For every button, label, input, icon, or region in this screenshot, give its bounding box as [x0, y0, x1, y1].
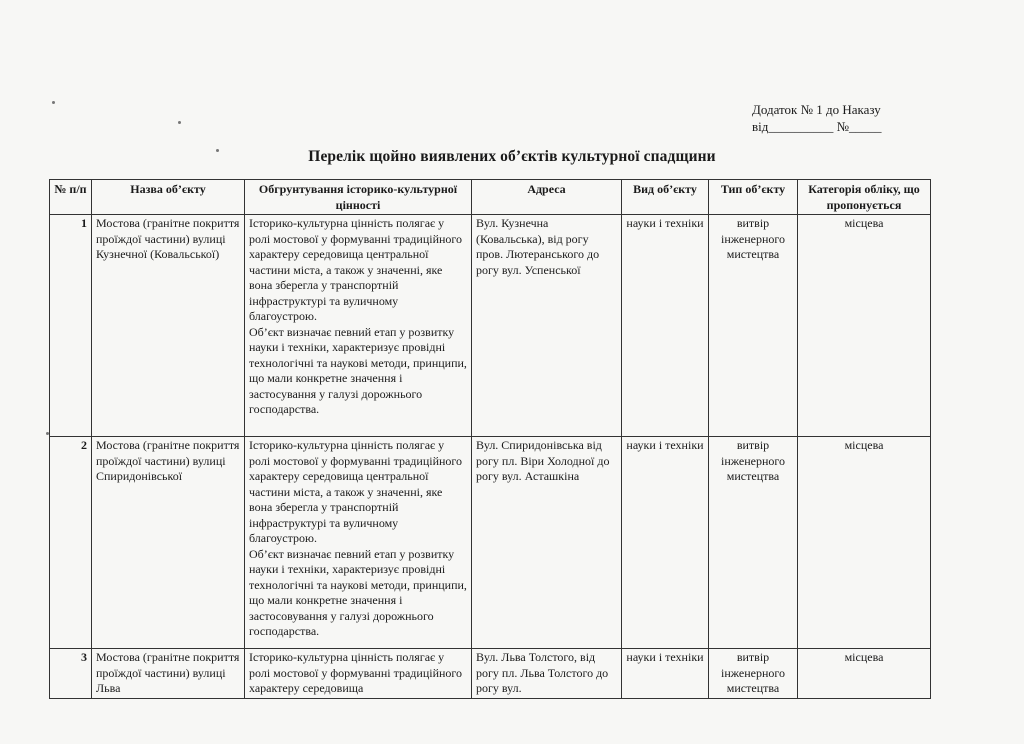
- object-name: Мостова (гранітне покриття проїждої частини) вулиці Льва: [92, 649, 245, 699]
- header-name: Назва об’єкту: [92, 180, 245, 215]
- object-justification: Історико-культурна цінність полягає у ролі мостової у формуванні традиційного характеру середовища центральної частини міста, а також у значенні, яке вона зберегла у транспортній інфраструктурі та вуличному благоустрою. Об’єкт визначає певний етап у розвитку науки і техніки, характеризує провідні технологічні та наукові методи, принципи, що мали конкретне значення і застосування у галузі дорожнього господарства.: [245, 215, 472, 437]
- header-category: Категорія обліку, що пропонується: [798, 180, 931, 215]
- header-kind: Вид об’єкту: [622, 180, 709, 215]
- row-number: 1: [50, 215, 92, 437]
- table-row: [50, 437, 931, 649]
- header-justification: Обгрунтування історико-культурної цінності: [245, 180, 472, 215]
- object-name: Мостова (гранітне покриття проїждої частини) вулиці Спиридонівської: [92, 437, 245, 649]
- header-number: № п/п: [50, 180, 92, 215]
- row-number: 3: [50, 649, 92, 699]
- header-address: Адреса: [472, 180, 622, 215]
- object-kind: науки і техніки: [622, 649, 709, 699]
- table-row: [50, 649, 931, 699]
- object-address: Вул. Льва Толстого, від рогу пл. Льва Толстого до рогу вул.: [472, 649, 622, 699]
- object-address: Вул. Кузнечна (Ковальська), від рогу пров. Лютеранського до рогу вул. Успенської: [472, 215, 622, 437]
- scan-speck: [52, 101, 55, 104]
- scan-speck: [178, 121, 181, 124]
- object-address: Вул. Спиридонівська від рогу пл. Віри Холодної до рогу вул. Асташкіна: [472, 437, 622, 649]
- appendix-line-2: від__________ №_____: [752, 119, 882, 134]
- object-type: витвір інженерного мистецтва: [709, 437, 798, 649]
- table-row: [50, 215, 931, 437]
- object-category: місцева: [798, 215, 931, 437]
- table-header-row: [50, 180, 931, 215]
- appendix-line-1: Додаток № 1 до Наказу: [752, 102, 881, 117]
- appendix-note: [752, 101, 882, 135]
- object-type: витвір інженерного мистецтва: [709, 215, 798, 437]
- object-name: Мостова (гранітне покриття проїждої частини) вулиці Кузнечної (Ковальської): [92, 215, 245, 437]
- row-number: 2: [50, 437, 92, 649]
- object-category: місцева: [798, 649, 931, 699]
- object-type: витвір інженерного мистецтва: [709, 649, 798, 699]
- document-title: Перелік щойно виявлених об’єктів культурної спадщини: [308, 148, 716, 165]
- scan-speck: [46, 432, 49, 435]
- heritage-objects-table: [49, 179, 931, 699]
- object-justification: Історико-культурна цінність полягає у ролі мостової у формуванні традиційного характеру середовища: [245, 649, 472, 699]
- object-justification: Історико-культурна цінність полягає у ролі мостової у формуванні традиційного характеру середовища центральної частини міста, а також у значенні, яке вона зберегла у транспортній інфраструктурі та вуличному благоустрою. Об’єкт визначає певний етап у розвитку науки і техніки, характеризує провідні технологічні та наукові методи, принципи, що мали конкретне значення і застосовування у галузі дорожнього господарства.: [245, 437, 472, 649]
- header-type: Тип об’єкту: [709, 180, 798, 215]
- object-kind: науки і техніки: [622, 215, 709, 437]
- object-category: місцева: [798, 437, 931, 649]
- scan-speck: [216, 149, 219, 152]
- object-kind: науки і техніки: [622, 437, 709, 649]
